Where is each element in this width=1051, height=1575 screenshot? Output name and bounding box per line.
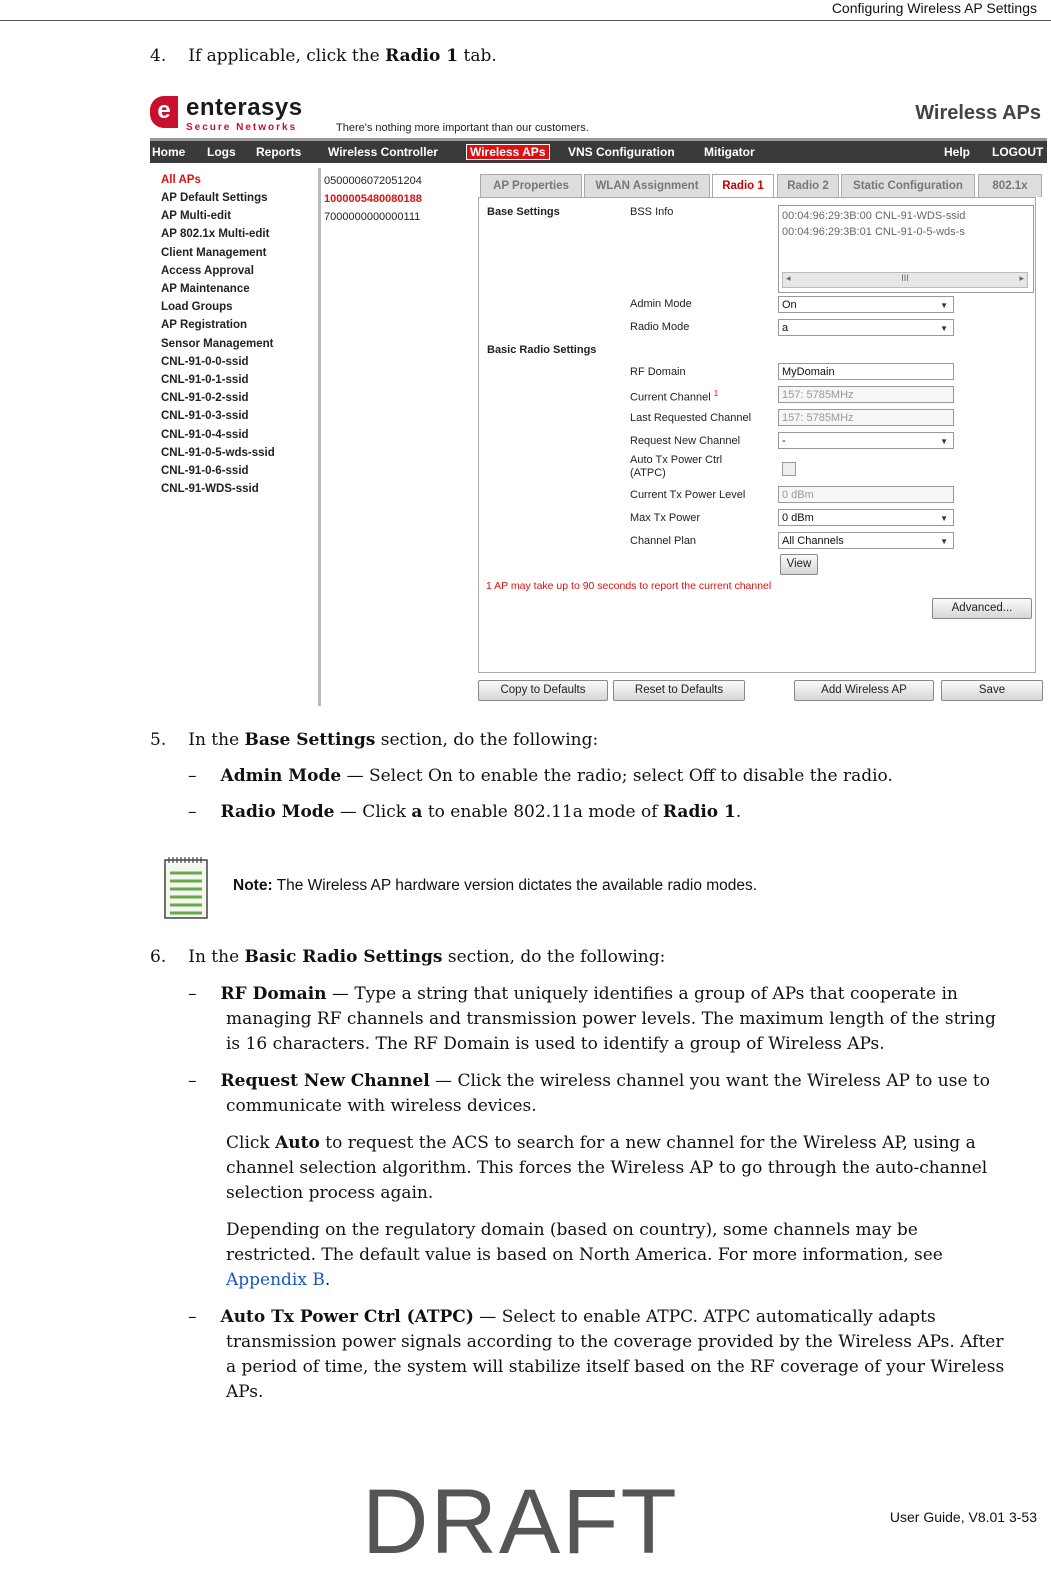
horizontal-scrollbar[interactable] (782, 272, 1028, 288)
tab-802-1x[interactable]: 802.1x (978, 174, 1042, 197)
regulatory-paragraph-line3: Appendix B. (226, 1270, 331, 1290)
rf-domain-line3: is 16 characters. The RF Domain is used to identify a group of Wireless APs. (226, 1034, 885, 1054)
sidebar-item[interactable]: AP Default Settings (161, 192, 268, 204)
max-tx-power-select[interactable]: 0 dBm ▼ (778, 509, 954, 526)
bss-row[interactable]: 00:04:96:29:3B:01 CNL-91-0-5-wds-s (782, 226, 965, 238)
nav-home[interactable]: Home (152, 145, 186, 159)
page-footer: User Guide, V8.01 3-53 (889, 1509, 1037, 1525)
nav-vns-configuration[interactable]: VNS Configuration (568, 145, 675, 159)
left-sidebar (150, 162, 318, 706)
request-new-channel-label: Request New Channel (630, 435, 741, 447)
copy-to-defaults-button[interactable]: Copy to Defaults (478, 680, 608, 701)
logo-mark: e (150, 96, 178, 128)
sidebar-item[interactable]: CNL-91-0-5-wds-ssid (161, 447, 275, 459)
top-nav (150, 138, 1047, 163)
bullet-admin-mode: – Admin Mode — Select On to enable the radio; select Off to disable the radio. (188, 766, 893, 786)
max-tx-power-label: Max Tx Power (630, 512, 701, 524)
bullet-radio-mode: – Radio Mode — Click a to enable 802.11a mode of Radio 1. (188, 802, 742, 822)
nav-wireless-aps[interactable]: Wireless APs (466, 144, 550, 160)
step-number: 5. (150, 730, 167, 750)
sidebar-item[interactable]: CNL-91-0-6-ssid (161, 465, 249, 477)
step-5: 5. In the Base Settings section, do the following: (150, 730, 599, 750)
tab-wlan-assignment[interactable]: WLAN Assignment (584, 174, 710, 197)
tab-radio-2[interactable]: Radio 2 (777, 174, 839, 197)
bss-info-label: BSS Info (630, 206, 674, 218)
sidebar-item[interactable]: CNL-91-0-4-ssid (161, 429, 249, 441)
sidebar-item[interactable]: AP Maintenance (161, 283, 250, 295)
nav-logout[interactable]: LOGOUT (992, 145, 1044, 159)
scroll-right-icon[interactable]: ▸ (1019, 273, 1024, 283)
reset-to-defaults-button[interactable]: Reset to Defaults (613, 680, 745, 701)
bullet-atpc: – Auto Tx Power Ctrl (ATPC) — Select to enable ATPC. ATPC automatically adapts (188, 1307, 936, 1327)
product-title: Wireless APs (915, 102, 1041, 124)
appendix-b-link[interactable]: Appendix B (226, 1270, 325, 1290)
last-requested-channel-field: 157: 5785MHz (778, 409, 954, 426)
bullet-rf-domain: – RF Domain — Type a string that uniquely identifies a group of APs that cooperate in (188, 984, 958, 1004)
radio1-ref: Radio 1 (385, 46, 459, 66)
atpc-label-line2: (ATPC) (630, 467, 666, 479)
add-wireless-ap-button[interactable]: Add Wireless AP (794, 680, 934, 701)
rf-domain-line2: managing RF channels and transmission power levels. The maximum length of the string (226, 1009, 996, 1029)
regulatory-paragraph-line1: Depending on the regulatory domain (based on country), some channels may be (226, 1220, 918, 1240)
bullet-request-new-channel: – Request New Channel — Click the wireless channel you want the Wireless AP to use to (188, 1071, 990, 1091)
base-settings-heading: Base Settings (487, 206, 560, 218)
step-6: 6. In the Basic Radio Settings section, do the following: (150, 947, 666, 967)
sidebar-item[interactable]: Sensor Management (161, 338, 274, 350)
sidebar-item[interactable]: CNL-91-0-2-ssid (161, 392, 249, 404)
atpc-line4: APs. (226, 1382, 264, 1402)
current-channel-field: 157: 5785MHz (778, 386, 954, 403)
tab-radio-1[interactable]: Radio 1 (712, 174, 774, 197)
auto-paragraph-line2: channel selection algorithm. This forces the Wireless AP to go through the auto-channel (226, 1158, 988, 1178)
view-button[interactable]: View (780, 554, 818, 575)
sidebar-item-all-aps[interactable]: All APs (161, 174, 201, 186)
nav-logs[interactable]: Logs (207, 145, 236, 159)
current-tx-power-field: 0 dBm (778, 486, 954, 503)
last-requested-channel-label: Last Requested Channel (630, 412, 752, 424)
sidebar-item[interactable]: CNL-91-0-0-ssid (161, 356, 249, 368)
bss-row[interactable]: 00:04:96:29:3B:00 CNL-91-WDS-ssid (782, 210, 966, 222)
tab-static-configuration[interactable]: Static Configuration (841, 174, 975, 197)
ap-list-item[interactable]: 7000000000000111 (324, 211, 421, 223)
footnote-marker: 1 (713, 389, 719, 398)
embedded-screenshot (150, 92, 1047, 706)
nav-mitigator[interactable]: Mitigator (704, 145, 755, 159)
atpc-line3: a period of time, the system will stabilize itself based on the RF coverage of your Wireless (226, 1357, 1005, 1377)
tab-ap-properties[interactable]: AP Properties (480, 174, 582, 197)
nav-help[interactable]: Help (944, 145, 971, 159)
admin-mode-select[interactable]: On ▼ (778, 296, 954, 313)
sidebar-item[interactable]: AP Multi-edit (161, 210, 232, 222)
scroll-left-icon[interactable]: ◂ (786, 273, 791, 283)
rf-domain-input[interactable]: MyDomain (778, 363, 954, 380)
sidebar-item[interactable]: CNL-91-0-1-ssid (161, 374, 249, 386)
bss-info-list[interactable] (778, 205, 1034, 293)
note-label: Note: (233, 877, 273, 894)
logo-subtitle: Secure Networks (186, 122, 298, 133)
channel-plan-select[interactable]: All Channels ▼ (778, 532, 954, 549)
draft-watermark: DRAFT (362, 1471, 679, 1573)
notepad-icon (164, 855, 208, 919)
note: Note: The Wireless AP hardware version dictates the available radio modes. (233, 877, 758, 894)
atpc-label-line1: Auto Tx Power Ctrl (630, 454, 723, 466)
nav-wireless-controller[interactable]: Wireless Controller (328, 145, 438, 159)
chapter-header: Configuring Wireless AP Settings (831, 0, 1037, 16)
atpc-line2: transmission power signals according to the coverage provided by the Wireless APs. After (226, 1332, 1004, 1352)
atpc-checkbox[interactable] (782, 462, 796, 476)
basic-radio-settings-heading: Basic Radio Settings (487, 344, 597, 356)
current-channel-label: Current Channel $^1$ (630, 389, 719, 404)
ap-list-item[interactable]: 0500006072051204 (324, 175, 422, 187)
sidebar-item[interactable]: AP Registration (161, 319, 248, 331)
sidebar-item[interactable]: Load Groups (161, 301, 233, 313)
request-new-channel-select[interactable]: - ▼ (778, 432, 954, 449)
sidebar-item[interactable]: AP 802.1x Multi-edit (161, 228, 270, 240)
header-divider (0, 20, 1051, 21)
radio-mode-label: Radio Mode (630, 321, 690, 333)
banner (150, 92, 1047, 138)
sidebar-separator (318, 168, 321, 706)
logo: enterasys (186, 94, 303, 121)
channel-plan-label: Channel Plan (630, 535, 697, 547)
nav-reports[interactable]: Reports (256, 145, 302, 159)
current-channel-footnote: 1 AP may take up to 90 seconds to report the current channel (486, 580, 772, 592)
save-button[interactable]: Save (941, 680, 1043, 701)
auto-paragraph-line3: selection process again. (226, 1183, 434, 1203)
auto-paragraph-line1: Click Auto to request the ACS to search for a new channel for the Wireless AP, using a (226, 1133, 976, 1153)
ap-list-item-selected[interactable]: 1000005480080188 (324, 193, 422, 205)
sidebar-item[interactable]: Client Management (161, 247, 267, 259)
request-new-channel-line2: communicate with wireless devices. (226, 1096, 537, 1116)
sidebar-item[interactable]: CNL-91-0-3-ssid (161, 410, 249, 422)
step-number: 6. (150, 947, 167, 967)
tagline: There's nothing more important than our customers. (336, 122, 589, 134)
rf-domain-label: RF Domain (630, 366, 686, 378)
scroll-thumb[interactable]: III (901, 273, 909, 283)
sidebar-item[interactable]: CNL-91-WDS-ssid (161, 483, 259, 495)
regulatory-paragraph-line2: restricted. The default value is based on North America. For more information, see (226, 1245, 943, 1265)
sidebar-item[interactable]: Access Approval (161, 265, 254, 277)
advanced-button[interactable]: Advanced... (932, 598, 1032, 619)
step-4: 4. If applicable, click the Radio 1 tab. (150, 46, 497, 66)
radio-mode-select[interactable]: a ▼ (778, 319, 954, 336)
current-tx-power-label: Current Tx Power Level (630, 489, 746, 501)
step-number: 4. (150, 46, 167, 66)
admin-mode-label: Admin Mode (630, 298, 692, 310)
